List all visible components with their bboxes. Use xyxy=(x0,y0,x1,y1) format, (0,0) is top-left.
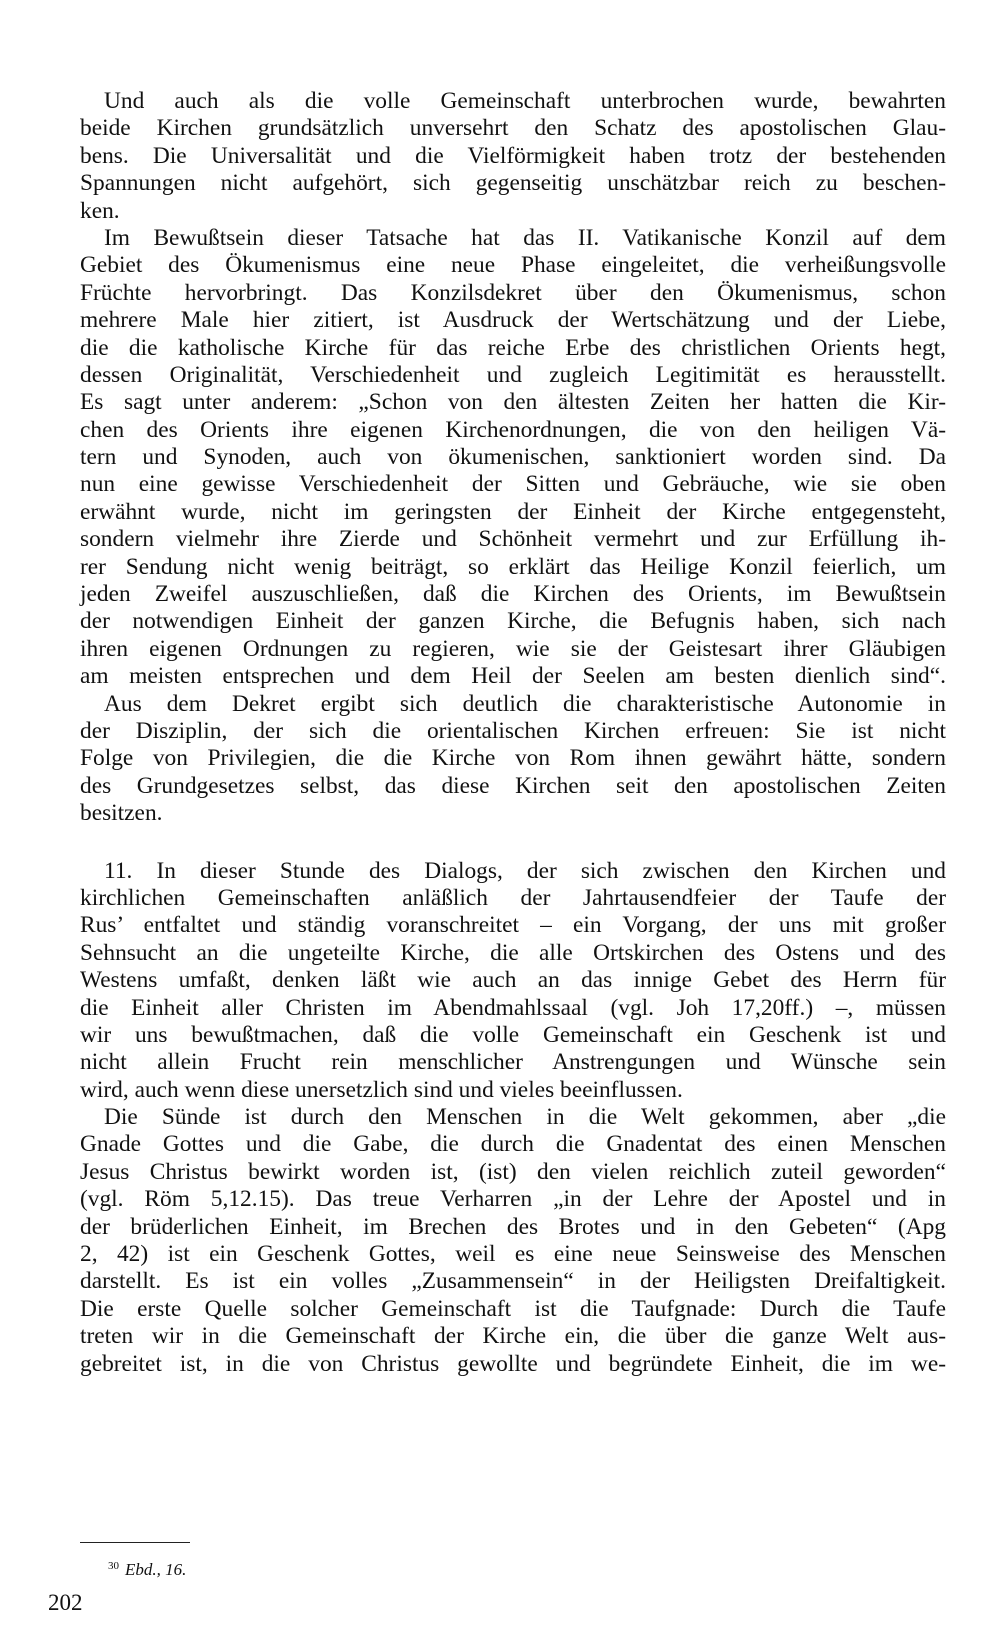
text-line: Aus dem Dekret ergibt sich deutlich die charakteristische Autonomie in xyxy=(104,690,946,717)
footnote-marker: 30 xyxy=(108,1560,119,1572)
text-line: Folge von Privilegien, die die Kirche von Rom ihnen gewährt hätte, sondern xyxy=(80,745,946,772)
text-line: der Disziplin, der sich die orientalischen Kirchen erfreuen: Sie ist nicht xyxy=(80,717,946,744)
text-line: Rus’ entfaltet und ständig voranschreitet – ein Vorgang, der uns mit großer xyxy=(80,912,946,939)
text-line: Die erste Quelle solcher Gemeinschaft ist die Taufgnade: Durch die Taufe xyxy=(80,1295,946,1322)
text-line: nicht allein Frucht rein menschlicher Anstrengungen und Wünsche sein xyxy=(80,1049,946,1076)
paragraph-gap xyxy=(80,828,946,858)
text-line: wird, auch wenn diese unersetzlich sind und vieles beeinflussen. xyxy=(80,1076,683,1103)
text-line: Gebiet des Ökumenismus eine neue Phase eingeleitet, die verheißungsvolle xyxy=(80,252,946,279)
text-line: die die katholische Kirche für das reiche Erbe des christlichen Orients hegt, xyxy=(80,334,946,361)
page-number: 202 xyxy=(48,1590,83,1615)
text-line: treten wir in die Gemeinschaft der Kirche ein, die über die ganze Welt aus- xyxy=(80,1323,946,1350)
footnote-divider xyxy=(80,1542,190,1543)
text-line: tern und Synoden, auch von ökumenischen, sanktioniert worden sind. Da xyxy=(80,444,946,471)
text-line: ken. xyxy=(80,197,120,224)
text-line: Im Bewußtsein dieser Tatsache hat das II. Vatikanische Konzil auf dem xyxy=(104,224,946,251)
text-line: dessen Originalität, Verschiedenheit und zugleich Legitimität es herausstellt. xyxy=(80,361,946,388)
text-line: jeden Zweifel auszuschließen, daß die Kirchen des Orients, im Bewußtsein xyxy=(80,581,946,608)
text-line: sondern vielmehr ihre Zierde und Schönheit vermehrt und zur Erfüllung ih- xyxy=(80,526,946,553)
text-line: (vgl. Röm 5,12.15). Das treue Verharren „in der Lehre der Apostel und in xyxy=(80,1186,946,1213)
text-line: Und auch als die volle Gemeinschaft unterbrochen wurde, bewahrten xyxy=(104,88,946,114)
text-line: 11. In dieser Stunde des Dialogs, der sich zwischen den Kirchen und xyxy=(104,857,946,884)
text-line: der brüderlichen Einheit, im Brechen des Brotes und in den Gebeten“ (Apg xyxy=(80,1213,946,1240)
footnote-text: Ebd., 16. xyxy=(125,1560,187,1579)
text-line: chen des Orients ihre eigenen Kirchenordnungen, die von den heiligen Vä- xyxy=(80,416,946,443)
text-line: Jesus Christus bewirkt worden ist, (ist) den vielen reichlich zuteil geworden“ xyxy=(80,1158,946,1185)
text-line: besitzen. xyxy=(80,800,163,827)
text-line: 2, 42) ist ein Geschenk Gottes, weil es eine neue Seinsweise des Menschen xyxy=(80,1241,946,1268)
text-line: Sehnsucht an die ungeteilte Kirche, die alle Ortskirchen des Ostens und des xyxy=(80,939,946,966)
body-text xyxy=(80,88,946,1378)
text-line: Gnade Gottes und die Gabe, die durch die Gnadentat des einen Menschen xyxy=(80,1131,946,1158)
text-line: darstellt. Es ist ein volles „Zusammensein“ in der Heiligsten Dreifaltigkeit. xyxy=(80,1268,946,1295)
footnote xyxy=(108,1556,186,1580)
text-line: Westens umfaßt, denken läßt wie auch an das innige Gebet des Herrn für xyxy=(80,967,946,994)
text-line: der notwendigen Einheit der ganzen Kirche, die Befugnis haben, sich nach xyxy=(80,608,946,635)
text-line: wir uns bewußtmachen, daß die volle Gemeinschaft ein Geschenk ist und xyxy=(80,1021,946,1048)
text-line: Früchte hervorbringt. Das Konzilsdekret über den Ökumenismus, schon xyxy=(80,279,946,306)
text-line: erwähnt wurde, nicht im geringsten der Einheit der Kirche entgegensteht, xyxy=(80,498,946,525)
text-line: ihren eigenen Ordnungen zu regieren, wie sie der Geistesart ihrer Gläubigen xyxy=(80,635,946,662)
text-line: am meisten entsprechen und dem Heil der Seelen am besten dienlich sind“. xyxy=(80,663,946,690)
text-line: bens. Die Universalität und die Vielförmigkeit haben trotz der bestehenden xyxy=(80,142,946,169)
text-line: beide Kirchen grundsätzlich unversehrt den Schatz des apostolischen Glau- xyxy=(80,115,946,142)
text-line: mehrere Male hier zitiert, ist Ausdruck der Wertschätzung und der Liebe, xyxy=(80,307,946,334)
text-line: Spannungen nicht aufgehört, sich gegenseitig unschätzbar reich zu beschen- xyxy=(80,170,946,197)
text-line: des Grundgesetzes selbst, das diese Kirchen seit den apostolischen Zeiten xyxy=(80,772,946,799)
text-line: rer Sendung nicht wenig beiträgt, so erklärt das Heilige Konzil feierlich, um xyxy=(80,553,946,580)
text-line: Es sagt unter anderem: „Schon von den ältesten Zeiten her hatten die Kir- xyxy=(80,389,946,416)
text-line: kirchlichen Gemeinschaften anläßlich der Jahrtausendfeier der Taufe der xyxy=(80,884,946,911)
text-line: nun eine gewisse Verschiedenheit der Sitten und Gebräuche, wie sie oben xyxy=(80,471,946,498)
text-line: gebreitet ist, in die von Christus gewollte und begründete Einheit, die im we- xyxy=(80,1350,946,1377)
text-line: die Einheit aller Christen im Abendmahlssaal (vgl. Joh 17,20ff.) –, müssen xyxy=(80,994,946,1021)
text-line: Die Sünde ist durch den Menschen in die Welt gekommen, aber „die xyxy=(104,1104,946,1131)
